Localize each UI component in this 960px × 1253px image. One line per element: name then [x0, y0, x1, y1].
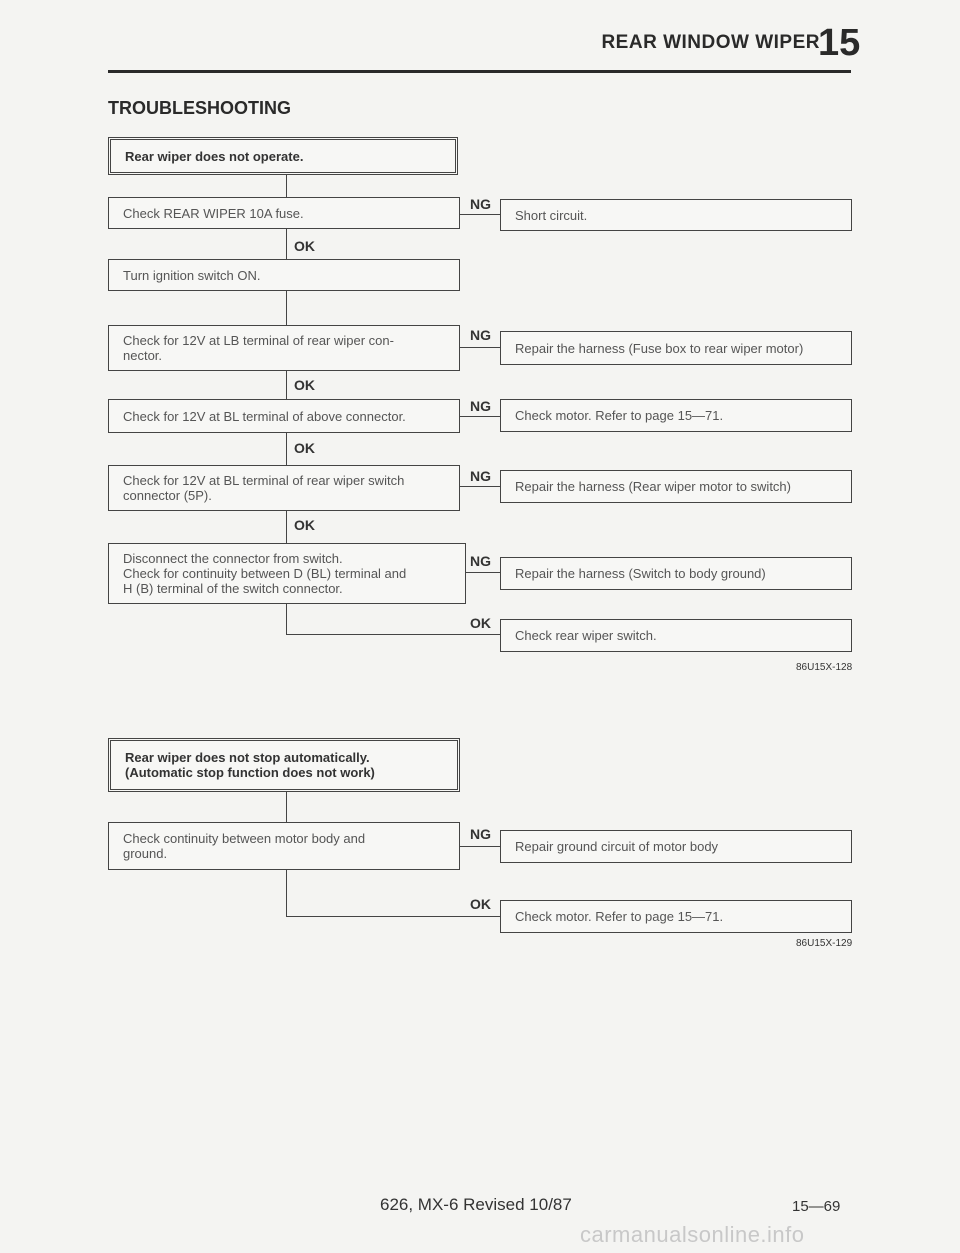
- result-repair-harness-motor-switch: Repair the harness (Rear wiper motor to switch): [500, 470, 852, 503]
- result-check-motor: Check motor. Refer to page 15—71.: [500, 900, 852, 933]
- result-repair-harness-switch-ground: Repair the harness (Switch to body ground): [500, 557, 852, 590]
- ok-label: OK: [294, 517, 315, 533]
- connector-line: [286, 229, 287, 259]
- connector-line: [460, 214, 500, 215]
- ok-label: OK: [294, 377, 315, 393]
- result-repair-ground-circuit: Repair ground circuit of motor body: [500, 830, 852, 863]
- figure-code: 86U15X-129: [796, 938, 853, 949]
- header-rule: [108, 70, 851, 73]
- step-check-fuse: Check REAR WIPER 10A fuse.: [108, 197, 460, 229]
- step-check-lb-terminal: Check for 12V at LB terminal of rear wiper con- nector.: [108, 325, 460, 371]
- connector-line: [466, 572, 500, 573]
- connector-line: [286, 371, 287, 399]
- connector-line: [460, 347, 500, 348]
- ng-label: NG: [470, 327, 491, 343]
- result-check-rear-wiper-switch: Check rear wiper switch.: [500, 619, 852, 652]
- connector-line: [286, 175, 287, 197]
- ng-label: NG: [470, 468, 491, 484]
- ng-label: NG: [470, 826, 491, 842]
- figure-code: 86U15X-128: [796, 662, 853, 673]
- result-repair-harness-fuse-motor: Repair the harness (Fuse box to rear wiper motor): [500, 331, 852, 365]
- result-short-circuit: Short circuit.: [500, 199, 852, 231]
- connector-line: [460, 416, 500, 417]
- footer-model: 626, MX-6 Revised 10/87: [380, 1195, 572, 1214]
- ng-label: NG: [470, 553, 491, 569]
- connector-line: [286, 291, 287, 325]
- connector-line: [286, 433, 287, 465]
- ng-label: NG: [470, 398, 491, 414]
- connector-line: [286, 916, 500, 917]
- connector-line: [286, 511, 287, 543]
- ok-label: OK: [470, 896, 491, 912]
- ok-label: OK: [294, 238, 315, 254]
- ok-label: OK: [470, 615, 491, 631]
- chart1-symptom: Rear wiper does not operate.: [108, 137, 458, 175]
- chart2-symptom: Rear wiper does not stop automatically. (Automatic stop function does not work): [108, 738, 460, 792]
- step-check-switch-connector: Check for 12V at BL terminal of rear wiper switch connector (5P).: [108, 465, 460, 511]
- step-check-bl-terminal: Check for 12V at BL terminal of above connector.: [108, 399, 460, 433]
- ok-label: OK: [294, 440, 315, 456]
- step-check-motor-body-ground: Check continuity between motor body and ground.: [108, 822, 460, 870]
- section-title: TROUBLESHOOTING: [108, 98, 291, 118]
- watermark: carmanualsonline.info: [580, 1222, 805, 1247]
- section-number: 15: [818, 22, 861, 64]
- step-check-switch-continuity: Disconnect the connector from switch. Check for continuity between D (BL) terminal and H (B) terminal of the switch connector.: [108, 543, 466, 604]
- connector-line: [286, 792, 287, 822]
- connector-line: [286, 604, 287, 634]
- ng-label: NG: [470, 196, 491, 212]
- connector-line: [460, 486, 500, 487]
- connector-line: [286, 870, 287, 916]
- connector-line: [460, 846, 500, 847]
- step-ignition-on: Turn ignition switch ON.: [108, 259, 460, 291]
- header-title: REAR WINDOW WIPER: [601, 32, 820, 53]
- connector-line: [286, 634, 500, 635]
- result-check-motor: Check motor. Refer to page 15—71.: [500, 399, 852, 432]
- page-number: 15—69: [792, 1198, 841, 1215]
